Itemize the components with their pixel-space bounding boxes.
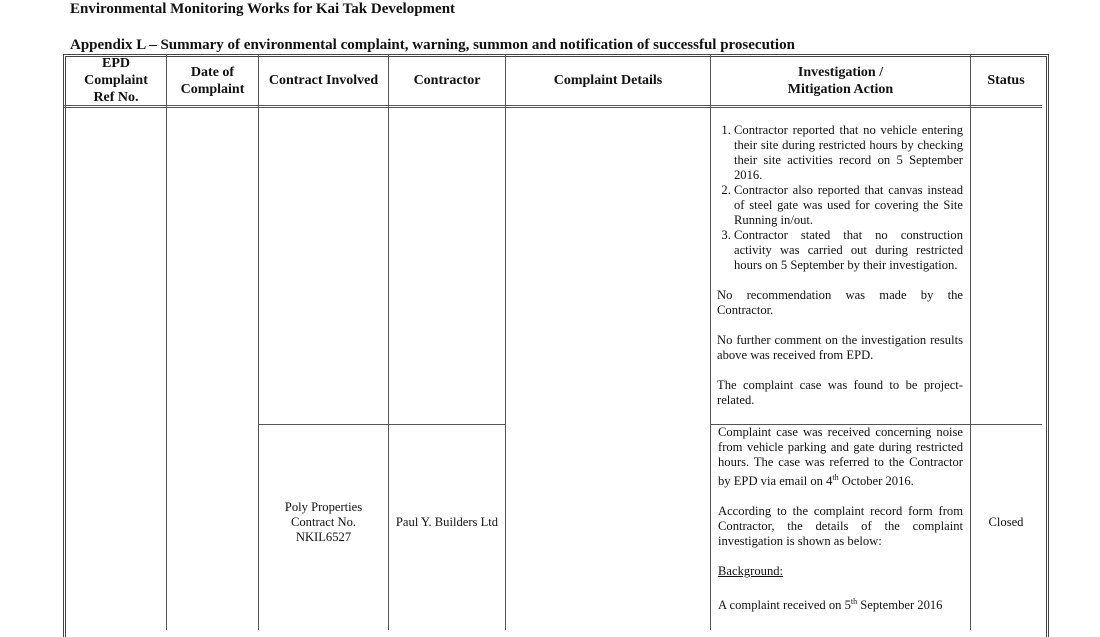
col-divider (505, 55, 506, 630)
superscript: th (832, 473, 839, 482)
header-contractor-label: Contractor (413, 73, 481, 88)
header-status-label: Status (987, 73, 1025, 88)
col-divider (166, 55, 167, 630)
row2-contractor-cell (389, 515, 505, 530)
header-epd-ref (66, 55, 166, 106)
col-divider (710, 55, 711, 630)
header-investigation-line1: Investigation / (797, 64, 884, 80)
status-text: Closed (988, 515, 1024, 529)
col-divider (970, 55, 971, 630)
appendix-title: Appendix L – Summary of environmental complaint, warning, summon and notification of successful prosecution (70, 37, 795, 53)
header-date-label: Date of Complaint (180, 64, 245, 97)
paragraph-text: October 2016. (838, 474, 914, 489)
header-contract-label: Contract Involved (268, 73, 379, 88)
document-title: Environmental Monitoring Works for Kai Tak Development (70, 1, 456, 17)
paragraph (718, 594, 963, 613)
header-investigation-line2: Mitigation Action (787, 81, 894, 97)
paragraph-text: September 2016 (857, 598, 943, 613)
row2-contract-cell (259, 500, 388, 545)
header-contract (259, 55, 388, 106)
paragraph: According to the complaint record form from Contractor, the details of the complaint investigation is shown as below: (718, 504, 963, 549)
header-status (971, 55, 1041, 106)
superscript: th (850, 597, 858, 607)
paragraph-text: A complaint received on 5 (718, 598, 851, 613)
row-divider (258, 424, 506, 425)
background-heading: Background: (718, 564, 784, 579)
contract-line: Poly Properties (284, 500, 363, 514)
paragraph-text: Complaint case was received concerning noise from vehicle parking and gate during restricted hours. The case was referred to the Contractor by EPD via email on 4 (718, 425, 963, 489)
header-details (506, 55, 710, 106)
header-contractor (389, 55, 505, 106)
row2-investigation-cell (718, 425, 963, 613)
list-item: 1. Contractor reported that no vehicle entering their site during restricted hours by checking their site activities record on 5 September 2016. (734, 123, 963, 183)
paragraph: No further comment on the investigation results above was received from EPD. (717, 333, 963, 362)
contractor-name: Paul Y. Builders Ltd (395, 515, 499, 529)
paragraph: No recommendation was made by the Contractor. (717, 288, 963, 317)
contract-line: Contract No. (290, 515, 357, 529)
list-item: 3. Contractor stated that no construction activity was carried out during restricted hours on 5 September by their investigation. (734, 228, 963, 273)
row1-investigation-cell (717, 123, 963, 408)
list-item: 2. Contractor also reported that canvas instead of steel gate was used for covering the Site Running in/out. (734, 183, 963, 228)
row2-status-cell (971, 515, 1041, 530)
paragraph (718, 425, 963, 489)
col-divider (388, 55, 389, 630)
header-details-label: Complaint Details (553, 73, 663, 88)
header-epd-ref-label: EPD Complaint Ref No. (84, 56, 148, 105)
contract-line: NKIL6527 (295, 530, 352, 544)
investigation-list (717, 123, 963, 273)
paragraph: The complaint case was found to be project-related. (717, 378, 963, 407)
header-investigation (711, 55, 970, 106)
header-date (167, 55, 258, 106)
